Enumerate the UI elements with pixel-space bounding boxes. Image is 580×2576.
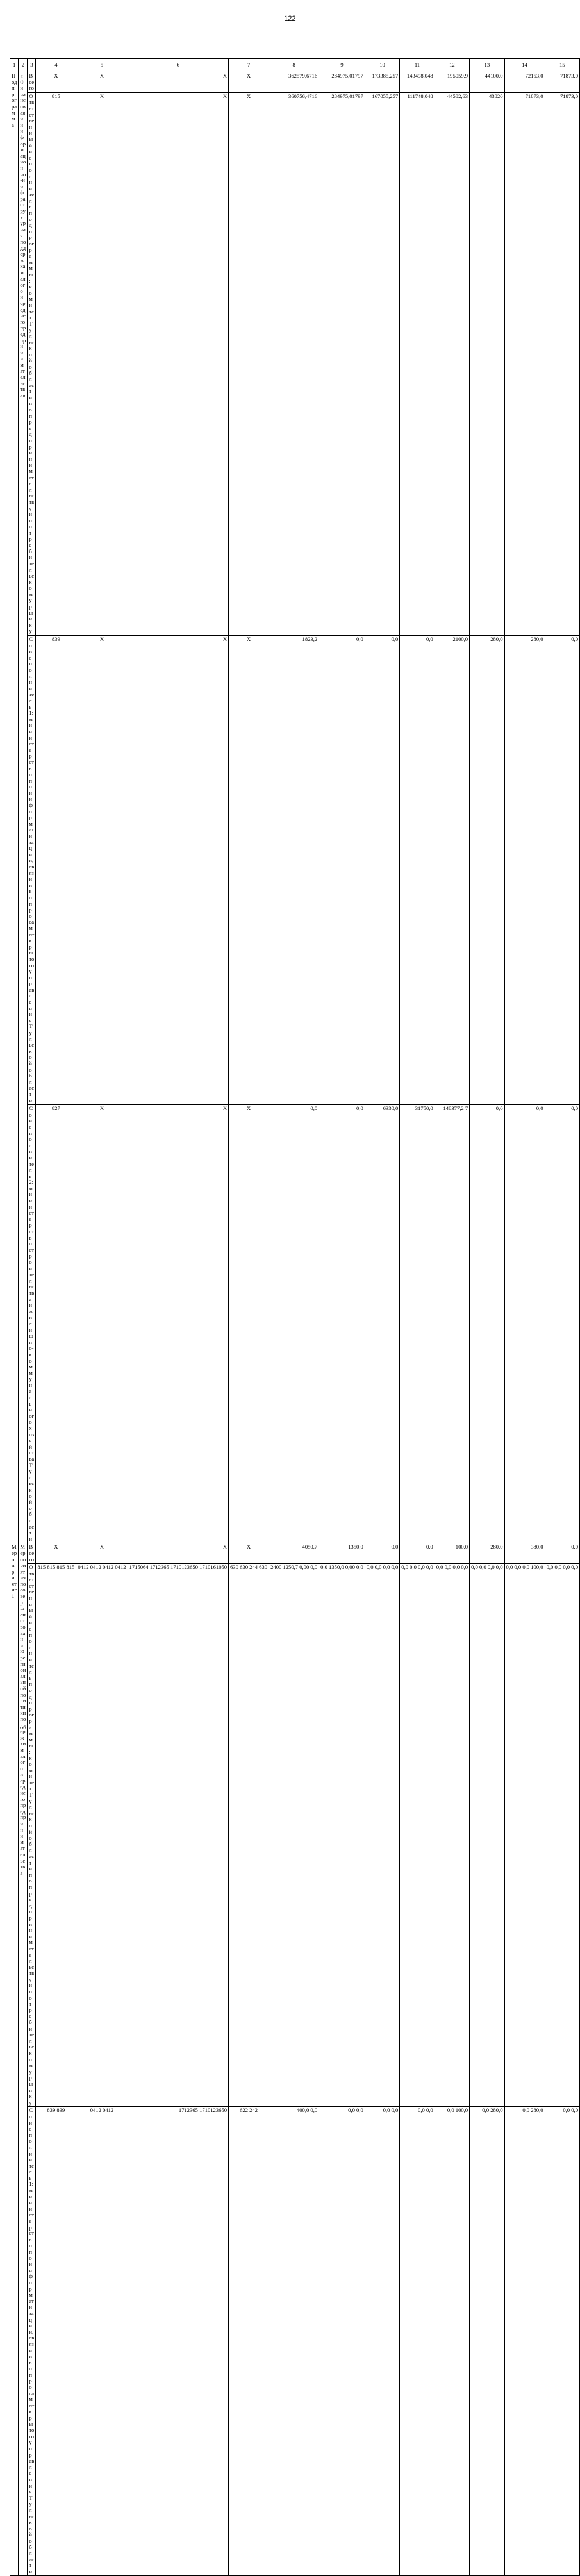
value-cell: 280,0 bbox=[470, 1543, 504, 1564]
value-cell: 622 242 bbox=[229, 2107, 269, 2576]
value-cell: X bbox=[76, 1105, 128, 1543]
value-cell: X bbox=[76, 636, 128, 1105]
value-cell: 1823,2 bbox=[269, 636, 319, 1105]
value-cell: 0,0 0,0 0,0 100,0 bbox=[504, 1564, 545, 2107]
value-cell: 360756,4716 bbox=[269, 92, 319, 635]
table-row bbox=[10, 636, 580, 1105]
value-cell: X bbox=[128, 72, 229, 93]
value-cell: X bbox=[76, 92, 128, 635]
table-row bbox=[10, 1543, 580, 1564]
value-cell: 0412 0412 bbox=[76, 2107, 128, 2576]
value-cell: 0,0 bbox=[400, 636, 435, 1105]
value-cell: 0,0 0,0 bbox=[400, 2107, 435, 2576]
value-cell: 111748,048 bbox=[400, 92, 435, 635]
value-cell: 0,0 bbox=[470, 1105, 504, 1543]
value-cell: 0,0 280,0 bbox=[504, 2107, 545, 2576]
value-cell: 630 630 244 630 bbox=[229, 1564, 269, 2107]
value-cell: 4050,7 bbox=[269, 1543, 319, 1564]
value-cell: 0,0 0,0 bbox=[319, 2107, 365, 2576]
value-cell: 0,0 bbox=[365, 1543, 400, 1564]
row-description: Всего bbox=[28, 1543, 36, 1564]
header-cell: 10 bbox=[365, 59, 400, 72]
value-cell: 0,0 100,0 bbox=[435, 2107, 469, 2576]
value-cell: X bbox=[128, 92, 229, 635]
row-description: Соисполнитель 1: министерство по информатизации, связи и вопросам открытого управления Тульской области bbox=[28, 2107, 36, 2576]
row-description: Ответственный исполнитель подпрограммы: комитет Тульской области по предпринимательству и потребительскому рынку bbox=[28, 92, 36, 635]
value-cell: 195059,9 bbox=[435, 72, 469, 93]
header-cell: 8 bbox=[269, 59, 319, 72]
row-description: Всего bbox=[28, 72, 36, 93]
value-cell: 0,0 bbox=[319, 636, 365, 1105]
header-cell: 15 bbox=[545, 59, 579, 72]
value-cell: 43820 bbox=[470, 92, 504, 635]
header-cell: 7 bbox=[229, 59, 269, 72]
value-cell: X bbox=[76, 1543, 128, 1564]
value-cell: 44582,63 bbox=[435, 92, 469, 635]
value-cell: 1350,0 bbox=[319, 1543, 365, 1564]
value-cell: X bbox=[229, 636, 269, 1105]
value-cell: X bbox=[229, 1105, 269, 1543]
value-cell: 0,0 bbox=[400, 1543, 435, 1564]
value-cell: 0,0 bbox=[545, 1543, 579, 1564]
value-cell: 72153,0 bbox=[504, 72, 545, 93]
header-cell: 4 bbox=[36, 59, 76, 72]
value-cell: 1715064 1712365 1710123650 1710161050 bbox=[128, 1564, 229, 2107]
value-cell: 0,0 bbox=[545, 1105, 579, 1543]
section-label: Мероприятие 1 bbox=[10, 1543, 19, 2576]
value-cell: 280,0 bbox=[470, 636, 504, 1105]
table-row bbox=[10, 92, 580, 635]
value-cell: 0,0 0,0 0,0 0,0 bbox=[470, 1564, 504, 2107]
value-cell: 71873,0 bbox=[545, 72, 579, 93]
value-cell: 0,0 280,0 bbox=[470, 2107, 504, 2576]
value-cell: 6330,0 bbox=[365, 1105, 400, 1543]
value-cell: 0,0 0,0 bbox=[365, 2107, 400, 2576]
header-cell: 5 bbox=[76, 59, 128, 72]
value-cell: 380,0 bbox=[504, 1543, 545, 1564]
section-label: Подпрограмма bbox=[10, 72, 19, 1543]
header-cell: 1 bbox=[10, 59, 19, 72]
value-cell: X bbox=[36, 1543, 76, 1564]
value-cell: X bbox=[229, 1543, 269, 1564]
value-cell: 362579,6716 bbox=[269, 72, 319, 93]
value-cell: X bbox=[36, 72, 76, 93]
value-cell: 0,0 0,0 bbox=[545, 2107, 579, 2576]
table-row bbox=[10, 1105, 580, 1543]
section-name: «Финансовая и информационно-инфраструктурная поддержка малого и среднего предпринимательства» bbox=[19, 72, 28, 1543]
value-cell: 0,0 bbox=[504, 1105, 545, 1543]
value-cell: 839 bbox=[36, 636, 76, 1105]
value-cell: X bbox=[128, 636, 229, 1105]
value-cell: 71873,0 bbox=[545, 92, 579, 635]
value-cell: 280,0 bbox=[504, 636, 545, 1105]
value-cell: 284975,01797 bbox=[319, 72, 365, 93]
table-body bbox=[10, 72, 580, 2576]
value-cell: 173385,257 bbox=[365, 72, 400, 93]
value-cell: 815 bbox=[36, 92, 76, 635]
header-cell: 3 bbox=[28, 59, 36, 72]
value-cell: 0,0 bbox=[365, 636, 400, 1105]
value-cell: X bbox=[229, 92, 269, 635]
value-cell: X bbox=[76, 72, 128, 93]
value-cell: 0,0 0,0 0,0 0,0 bbox=[545, 1564, 579, 2107]
value-cell: 2100,0 bbox=[435, 636, 469, 1105]
value-cell: 143498,048 bbox=[400, 72, 435, 93]
page-number: 122 bbox=[284, 15, 296, 22]
table-row bbox=[10, 2107, 580, 2576]
value-cell: 44100,0 bbox=[470, 72, 504, 93]
value-cell: 0,0 0,0 0,0 0,0 bbox=[400, 1564, 435, 2107]
value-cell: 71873,0 bbox=[504, 92, 545, 635]
header-cell: 2 bbox=[19, 59, 28, 72]
budget-table bbox=[10, 58, 580, 2576]
table-row bbox=[10, 1564, 580, 2107]
value-cell: X bbox=[128, 1543, 229, 1564]
value-cell: 0,0 bbox=[269, 1105, 319, 1543]
header-cell: 11 bbox=[400, 59, 435, 72]
value-cell: 400,0 0,0 bbox=[269, 2107, 319, 2576]
value-cell: 827 bbox=[36, 1105, 76, 1543]
value-cell: 0,0 0,0 0,0 0,0 bbox=[435, 1564, 469, 2107]
section-name: Мероприятия по совершенствованию региональной политики поддержки малого и среднего предпринимательства bbox=[19, 1543, 28, 2576]
row-description: Ответственный исполнитель подпрограммы: комитет Тульской области по предпринимательству и потребительскому рынку bbox=[28, 1564, 36, 2107]
value-cell: 1712365 1710123650 bbox=[128, 2107, 229, 2576]
value-cell: 0,0 1350,0 0,00 0,0 bbox=[319, 1564, 365, 2107]
header-cell: 12 bbox=[435, 59, 469, 72]
row-description: Соисполнитель 2: министерство строительства и жилищно-коммунального хозяйства Тульской области bbox=[28, 1105, 36, 1543]
value-cell: 0,0 0,0 0,0 0,0 bbox=[365, 1564, 400, 2107]
value-cell: 31750,0 bbox=[400, 1105, 435, 1543]
header-cell: 14 bbox=[504, 59, 545, 72]
value-cell: X bbox=[128, 1105, 229, 1543]
value-cell: 815 815 815 815 bbox=[36, 1564, 76, 2107]
value-cell: X bbox=[229, 72, 269, 93]
value-cell: 0,0 bbox=[545, 636, 579, 1105]
value-cell: 100,0 bbox=[435, 1543, 469, 1564]
header-cell: 9 bbox=[319, 59, 365, 72]
value-cell: 167055,257 bbox=[365, 92, 400, 635]
table-row bbox=[10, 72, 580, 93]
header-row bbox=[10, 59, 580, 72]
value-cell: 0412 0412 0412 0412 bbox=[76, 1564, 128, 2107]
value-cell: 0,0 bbox=[319, 1105, 365, 1543]
row-description: Соисполнитель 1: министерство по информатизации, связи и вопросам открытого управления Тульской области bbox=[28, 636, 36, 1105]
value-cell: 2400 1250,7 0,00 0,0 bbox=[269, 1564, 319, 2107]
value-cell: 839 839 bbox=[36, 2107, 76, 2576]
header-cell: 6 bbox=[128, 59, 229, 72]
value-cell: 148377,2 7 bbox=[435, 1105, 469, 1543]
header-cell: 13 bbox=[470, 59, 504, 72]
value-cell: 284975,01797 bbox=[319, 92, 365, 635]
